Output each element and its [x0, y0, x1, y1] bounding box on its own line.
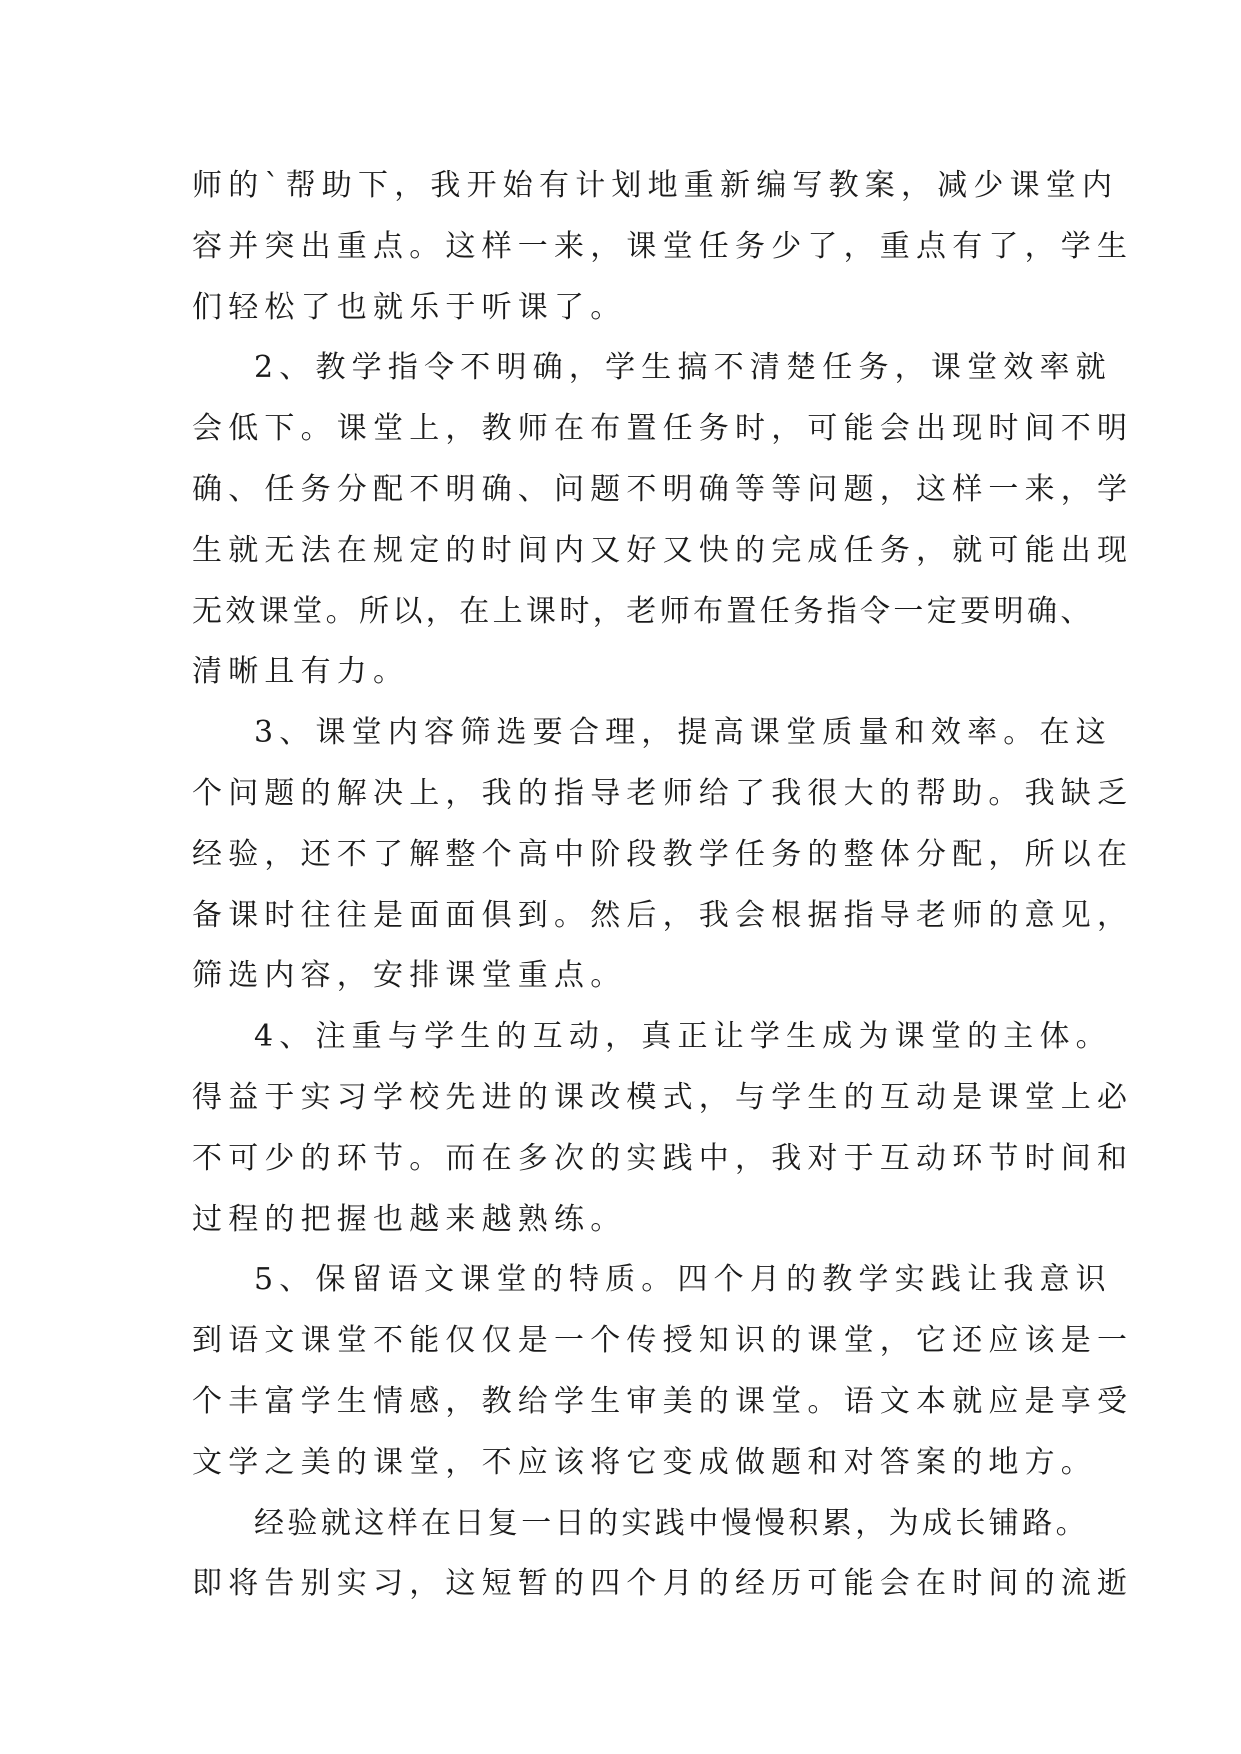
text-line: 生就无法在规定的时间内又好又快的完成任务，就可能出现 [192, 532, 1134, 568]
text-line: 得益于实习学校先进的课改模式，与学生的互动是课堂上必 [192, 1079, 1134, 1115]
text-line: 经验，还不了解整个高中阶段教学任务的整体分配，所以在 [192, 836, 1134, 872]
text-line: 师的`帮助下，我开始有计划地重新编写教案，减少课堂内 [192, 168, 1119, 203]
text-line: 5、保留语文课堂的特质。四个月的教学实践让我意识 [254, 1262, 1112, 1298]
text-line: 们轻松了也就乐于听课了。 [192, 289, 627, 325]
text-line: 经验就这样在日复一日的实践中慢慢积累，为成长铺路。 [254, 1505, 1089, 1541]
text-line: 筛选内容，安排课堂重点。 [192, 958, 627, 994]
text-line: 3、课堂内容筛选要合理，提高课堂质量和效率。在这 [254, 715, 1112, 751]
text-line: 4、注重与学生的互动，真正让学生成为课堂的主体。 [254, 1019, 1112, 1055]
text-line: 文学之美的课堂，不应该将它变成做题和对答案的地方。 [192, 1444, 1097, 1480]
text-line: 无效课堂。所以，在上课时，老师布置任务指令一定要明确、 [192, 593, 1094, 629]
text-line: 不可少的环节。而在多次的实践中，我对于互动环节时间和 [192, 1140, 1134, 1176]
text-line: 即将告别实习，这短暂的四个月的经历可能会在时间的流逝 [192, 1566, 1134, 1602]
text-line: 过程的把握也越来越熟练。 [192, 1201, 627, 1237]
text-line: 会低下。课堂上，教师在布置任务时，可能会出现时间不明 [192, 411, 1134, 447]
text-line: 容并突出重点。这样一来，课堂任务少了，重点有了，学生 [192, 228, 1134, 264]
document-body [192, 156, 1134, 1615]
text-line: 到语文课堂不能仅仅是一个传授知识的课堂，它还应该是一 [192, 1323, 1134, 1359]
text-line: 个问题的解决上，我的指导老师给了我很大的帮助。我缺乏 [192, 775, 1134, 811]
text-line: 个丰富学生情感，教给学生审美的课堂。语文本就应是享受 [192, 1383, 1134, 1419]
text-line: 备课时往往是面面俱到。然后，我会根据指导老师的意见， [192, 897, 1134, 933]
text-line: 清晰且有力。 [192, 654, 410, 690]
text-line: 确、任务分配不明确、问题不明确等等问题，这样一来，学 [192, 471, 1134, 507]
text-line: 2、教学指令不明确，学生搞不清楚任务，课堂效率就 [254, 350, 1112, 386]
